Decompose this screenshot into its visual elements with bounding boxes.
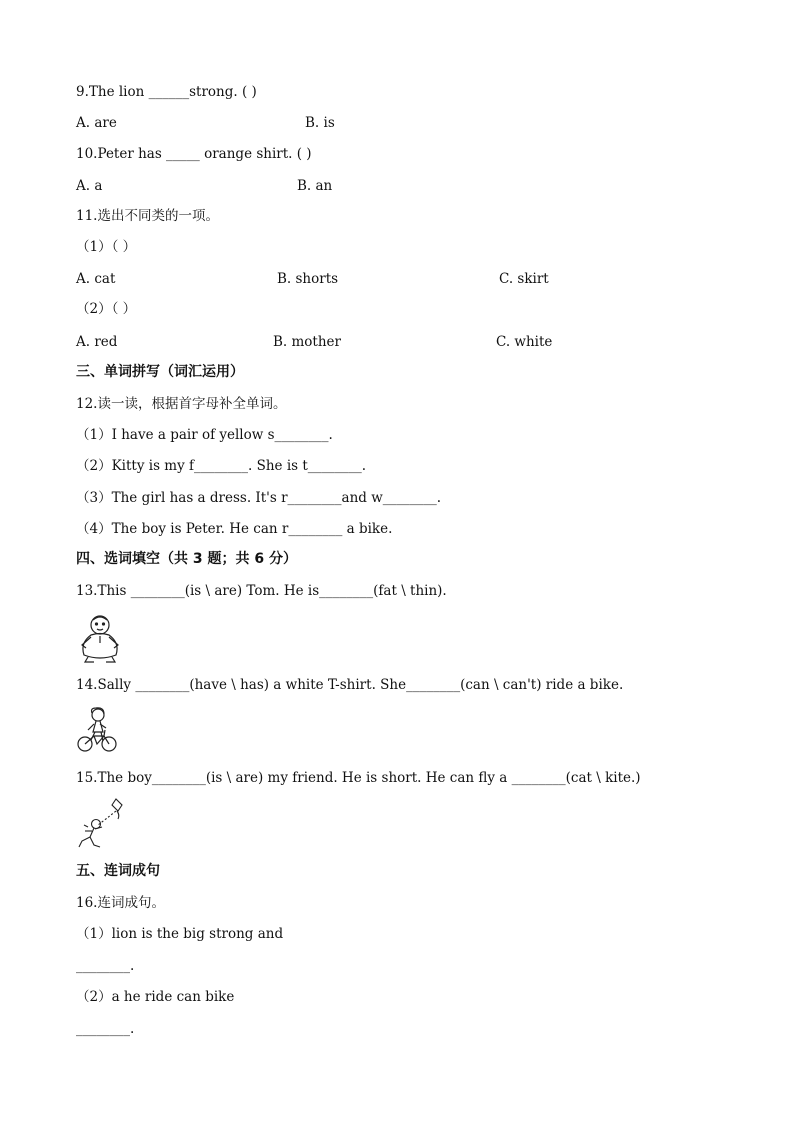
q9-stem: 9.The lion ______strong. ( )	[76, 84, 257, 100]
section3-title: 三、单词拼写（词汇运用）	[76, 364, 244, 380]
q11-stem: 11.选出不同类的一项。	[76, 208, 219, 224]
q16-stem: 16.连词成句。	[76, 895, 165, 911]
q12-line3: （3）The girl has a dress. It's r________and w________.	[76, 490, 442, 506]
section5-title: 五、连词成句	[76, 863, 160, 879]
q15-text: 15.The boy________(is \ are) my friend. He is short. He can fly a ________(cat \ kite.)	[76, 770, 641, 786]
q12-stem: 12.读一读，根据首字母补全单词。	[76, 396, 287, 412]
q10-stem: 10.Peter has _____ orange shirt. ( )	[76, 146, 312, 162]
q11-part2: （2）（ ）	[76, 301, 137, 317]
q16-part1: （1）lion is the big strong and	[76, 926, 284, 942]
q12-line4: （4）The boy is Peter. He can r________ a bike.	[76, 521, 393, 537]
q16-answer1-blank[interactable]: ________.	[76, 958, 135, 974]
girl-riding-bike-picture	[76, 706, 118, 754]
q14-text: 14.Sally ________(have \ has) a white T-shirt. She________(can \ can't) ride a bike.	[76, 677, 624, 693]
q11-part1: （1）（ ）	[76, 239, 137, 255]
q10-option-a: A. a	[76, 178, 103, 194]
q11-part1-option-b: B. shorts	[277, 271, 339, 287]
q9-option-a: A. are	[76, 115, 117, 131]
section4-title: 四、选词填空（共 3 题；共 6 分）	[76, 551, 297, 567]
boy-flying-kite-picture	[76, 797, 126, 851]
q13-text: 13.This ________(is \ are) Tom. He is________(fat \ thin).	[76, 583, 447, 599]
q9-option-b: B. is	[305, 115, 335, 131]
q11-part1-option-a: A. cat	[76, 271, 116, 287]
fat-boy-picture	[76, 613, 124, 663]
q16-answer2-blank[interactable]: ________.	[76, 1021, 135, 1037]
q11-part2-option-b: B. mother	[273, 334, 341, 350]
q11-part2-option-a: A. red	[76, 334, 118, 350]
q12-line2: （2）Kitty is my f________. She is t________.	[76, 458, 367, 474]
q16-part2: （2）a he ride can bike	[76, 989, 235, 1005]
q12-line1: （1）I have a pair of yellow s________.	[76, 427, 333, 443]
q10-option-b: B. an	[297, 178, 333, 194]
q11-part2-option-c: C. white	[496, 334, 553, 350]
q11-part1-option-c: C. skirt	[499, 271, 549, 287]
